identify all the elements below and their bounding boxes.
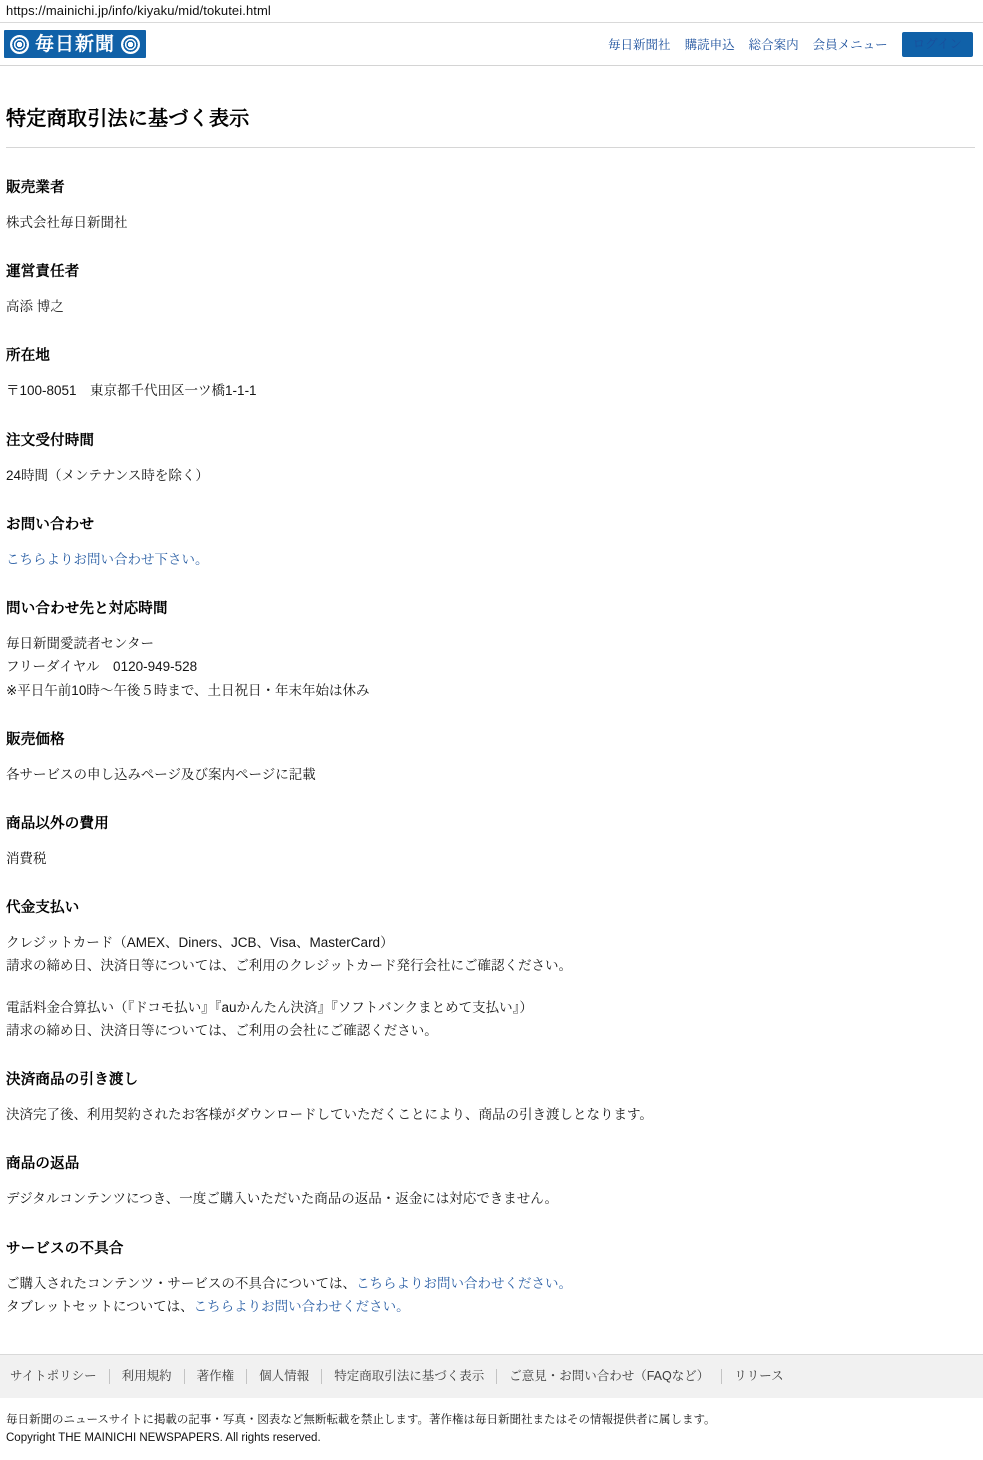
- section-body-service-issues-1: [6, 1272, 975, 1295]
- section-heading-price: 販売価格: [6, 731, 65, 748]
- site-logo[interactable]: [4, 30, 146, 58]
- section-heading-order-hours: 注文受付時間: [6, 432, 95, 449]
- footer-link-tokutei[interactable]: 特定商取引法に基づく表示: [322, 1369, 497, 1384]
- logo-box: [4, 30, 146, 58]
- service-issues-text-1: ご購入されたコンテンツ・サービスの不具合については、: [6, 1275, 357, 1291]
- logo-text: 毎日新聞: [35, 32, 116, 55]
- section-heading-service-issues: サービスの不具合: [6, 1240, 124, 1257]
- service-issues-text-2: タブレットセットについては、: [6, 1298, 194, 1314]
- copyright-line-2: Copyright THE MAINICHI NEWSPAPERS. All rights reserved.: [6, 1431, 321, 1444]
- section-body-payment-card-note: 請求の締め日、決済日等については、ご利用のクレジットカード発行会社にご確認ください。: [6, 958, 572, 974]
- section-body-hours-note: ※平日午前10時～午後５時まで、土日祝日・年末年始は休み: [6, 682, 370, 698]
- contact-link[interactable]: こちらよりお問い合わせ下さい。: [6, 551, 209, 567]
- service-issues-link-2[interactable]: こちらよりお問い合わせください。: [193, 1298, 410, 1314]
- section-body-freedial: フリーダイヤル 0120-949-528: [6, 659, 198, 675]
- title-divider: [6, 147, 975, 148]
- footer-link-site-policy[interactable]: サイトポリシー: [6, 1369, 110, 1384]
- globe-icon-left: [10, 35, 29, 54]
- footer-link-terms[interactable]: 利用規約: [110, 1369, 185, 1384]
- footer-link-release[interactable]: リリース: [734, 1368, 784, 1383]
- payment-spacer: [6, 986, 975, 996]
- section-body-seller: 株式会社毎日新聞社: [6, 215, 128, 230]
- section-body-payment-card: クレジットカード（AMEX、Diners、JCB、Visa、MasterCard）: [6, 935, 394, 951]
- site-footer: [0, 1354, 983, 1398]
- section-body-center-name: 毎日新聞愛読者センター: [6, 636, 154, 652]
- nav-item-guide[interactable]: 総合案内: [748, 38, 799, 52]
- section-body-payment-carrier-note: 請求の締め日、決済日等については、ご利用の会社にご確認ください。: [6, 1022, 438, 1038]
- section-heading-contact-hours: 問い合わせ先と対応時間: [6, 601, 168, 618]
- section-body-delivery: 決済完了後、利用契約されたお客様がダウンロードしていただくことにより、商品の引き渡しとなります。: [6, 1107, 653, 1123]
- section-body-contact: [6, 548, 975, 571]
- section-body-price: 各サービスの申し込みページ及び案内ページに記載: [6, 766, 316, 782]
- section-heading-delivery: 決済商品の引き渡し: [6, 1072, 139, 1089]
- section-heading-contact: お問い合わせ: [6, 516, 95, 533]
- section-heading-other-costs: 商品以外の費用: [6, 815, 109, 832]
- section-body-returns: デジタルコンテンツにつき、一度ご購入いただいた商品の返品・返金には対応できません。: [6, 1191, 559, 1207]
- globe-icon-right: [121, 35, 140, 54]
- nav-item-subscription[interactable]: 購読申込: [684, 38, 735, 52]
- site-header: [0, 22, 983, 66]
- footer-link-faq[interactable]: ご意見・お問い合わせ（FAQなど）: [497, 1369, 722, 1384]
- section-heading-seller: 販売業者: [6, 180, 65, 196]
- section-body-manager: 高添 博之: [6, 299, 64, 315]
- section-heading-payment: 代金支払い: [6, 900, 80, 917]
- section-body-service-issues-2: [6, 1295, 975, 1318]
- page-title: 特定商取引法に基づく表示: [6, 108, 250, 130]
- browser-url-bar[interactable]: [0, 0, 983, 22]
- section-body-order-hours: 24時間（メンテナンス時を除く）: [6, 467, 209, 483]
- service-issues-link-1[interactable]: こちらよりお問い合わせください。: [356, 1275, 573, 1291]
- login-button[interactable]: ログイン: [902, 32, 973, 57]
- section-heading-manager: 運営責任者: [6, 264, 80, 281]
- nav-item-member-menu[interactable]: 会員メニュー: [812, 38, 888, 52]
- section-body-address: 〒100-8051 東京都千代田区一ツ橋1-1-1: [6, 383, 257, 399]
- footer-link-privacy[interactable]: 個人情報: [247, 1369, 322, 1384]
- main-content: [0, 102, 983, 1318]
- section-heading-returns: 商品の返品: [6, 1156, 80, 1173]
- header-nav: [608, 32, 973, 57]
- footer-link-list: [6, 1369, 975, 1384]
- copyright-line-1: 毎日新聞のニュースサイトに掲載の記事・写真・図表など無断転載を禁止します。著作権は毎日新聞社またはその情報提供者に属します。: [6, 1413, 716, 1426]
- section-body-payment-carrier: 電話料金合算払い（『ドコモ払い』『auかんたん決済』『ソフトバンクまとめて支払い』）: [6, 999, 533, 1015]
- footer-copyright: [0, 1398, 983, 1460]
- section-body-other-costs: 消費税: [6, 850, 47, 866]
- footer-link-copyright[interactable]: 著作権: [185, 1369, 248, 1384]
- nav-item-company[interactable]: 毎日新聞社: [608, 38, 671, 52]
- url-text: https://mainichi.jp/info/kiyaku/mid/tokutei.html: [6, 3, 271, 18]
- section-heading-address: 所在地: [6, 348, 51, 365]
